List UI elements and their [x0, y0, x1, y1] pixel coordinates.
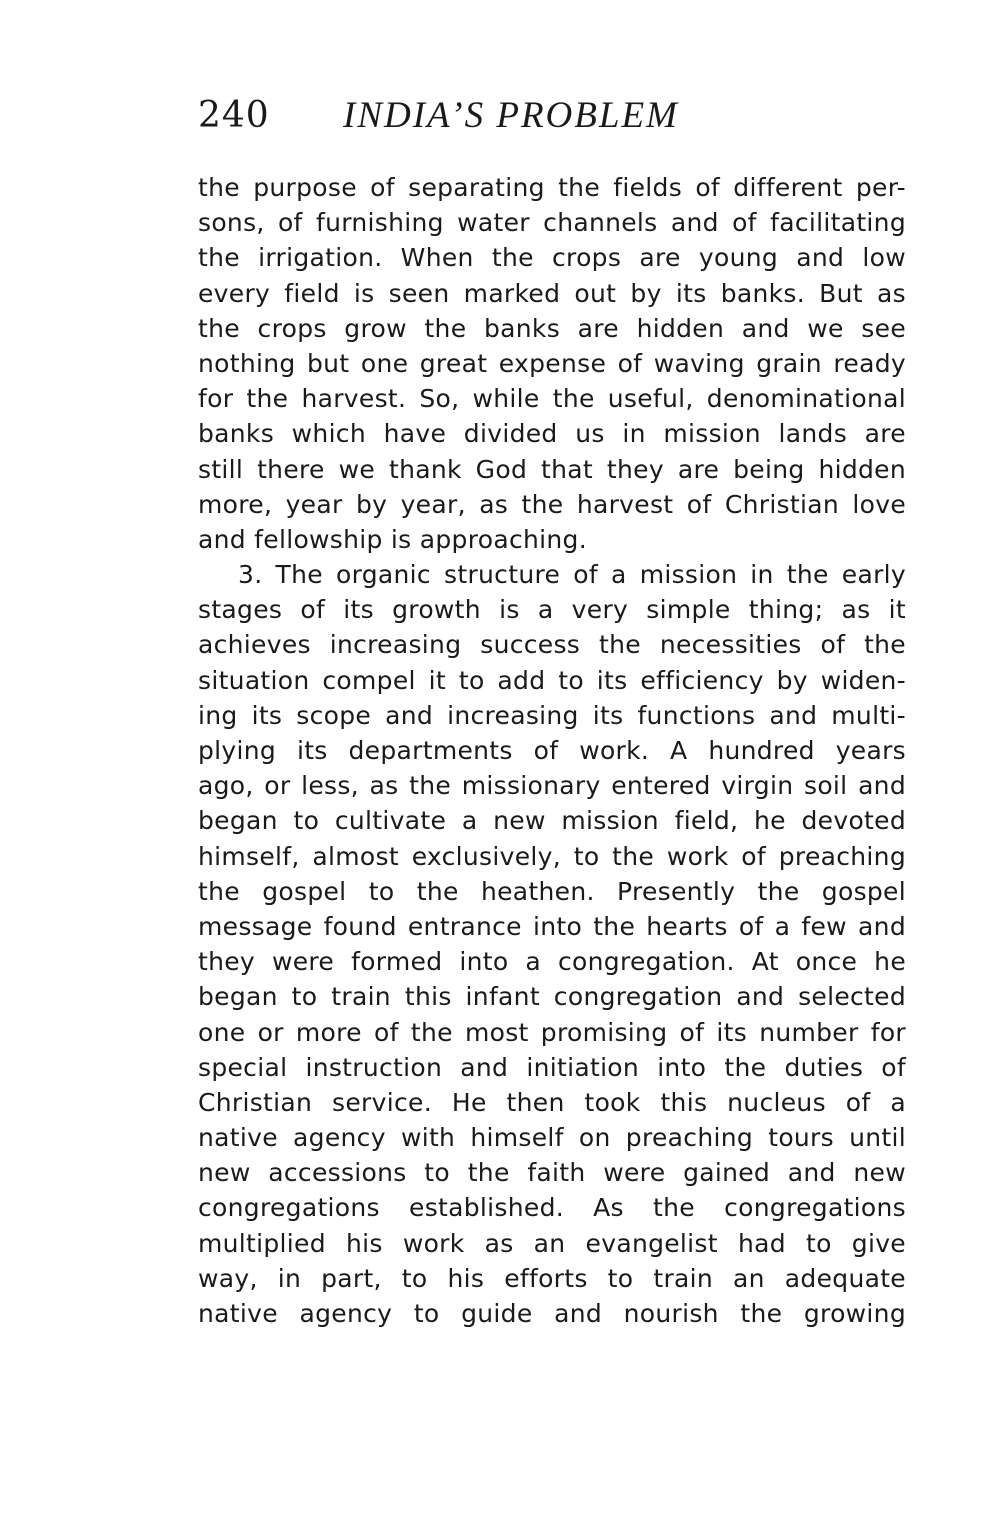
text-line: the gospel to the heathen. Presently the gospel	[198, 876, 906, 906]
page-number: 240	[198, 95, 270, 136]
text-line: new accessions to the faith were gained and new	[198, 1158, 906, 1188]
text-line: more, year by year, as the harvest of Christian love	[198, 489, 906, 519]
text-line: situation compel it to add to its efficiency by widen-	[198, 665, 906, 695]
running-title: INDIA’S PROBLEM	[343, 95, 679, 136]
text-line: special instruction and initiation into the duties of	[198, 1052, 906, 1082]
text-line: they were formed into a congregation. At once he	[198, 947, 906, 977]
text-line: message found entrance into the hearts of a few and	[198, 911, 906, 941]
text-line: nothing but one great expense of waving grain ready	[198, 348, 906, 378]
text-line: the crops grow the banks are hidden and we see	[198, 313, 906, 343]
text-line: sons, of furnishing water channels and of facilitating	[198, 208, 906, 238]
text-line: began to train this infant congregation and selected	[198, 982, 906, 1012]
text-line: stages of its growth is a very simple thing; as it	[198, 595, 906, 625]
text-line: one or more of the most promising of its number for	[198, 1017, 906, 1047]
text-line: native agency with himself on preaching tours until	[198, 1123, 906, 1153]
text-line: began to cultivate a new mission field, he devoted	[198, 806, 906, 836]
text-line: multiplied his work as an evangelist had to give	[198, 1228, 906, 1258]
text-line: Christian service. He then took this nucleus of a	[198, 1087, 906, 1117]
body-text	[198, 170, 906, 1331]
text-line: the irrigation. When the crops are young and low	[198, 243, 906, 273]
text-line: way, in part, to his efforts to train an adequate	[198, 1263, 906, 1293]
text-line: plying its departments of work. A hundred years	[198, 736, 906, 765]
text-line: native agency to guide and nourish the growing	[198, 1299, 906, 1328]
text-line: ing its scope and increasing its functions and multi-	[198, 700, 906, 730]
text-line: ago, or less, as the missionary entered virgin soil and	[198, 771, 906, 801]
text-line: every field is seen marked out by its banks. But as	[198, 278, 906, 308]
text-line: congregations established. As the congregations	[198, 1193, 906, 1223]
text-line: still there we thank God that they are being hidden	[198, 454, 906, 484]
text-line: banks which have divided us in mission lands are	[198, 419, 906, 449]
paragraph-start-line: 3. The organic structure of a mission in the early	[238, 560, 906, 590]
text-line: himself, almost exclusively, to the work of preaching	[198, 841, 906, 871]
running-header	[198, 92, 910, 142]
paragraph-end-line: and fellowship is approaching.	[198, 524, 587, 554]
text-line: for the harvest. So, while the useful, denominational	[198, 384, 906, 414]
text-line: achieves increasing success the necessities of the	[198, 630, 906, 660]
text-line: the purpose of separating the fields of different per-	[198, 173, 906, 202]
